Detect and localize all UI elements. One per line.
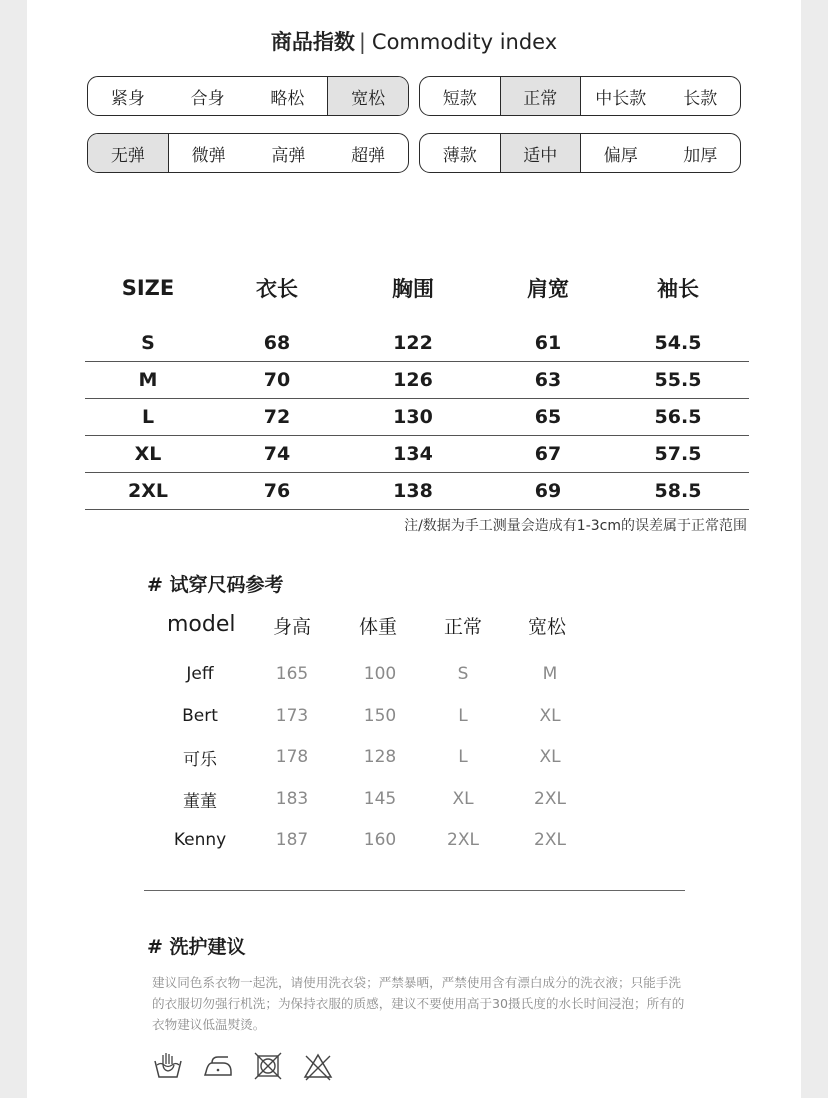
shoulder-cell: 63 bbox=[534, 369, 562, 391]
fit-index-group bbox=[87, 76, 409, 116]
care-title: # 洗护建议 bbox=[147, 936, 246, 958]
size-cell: L bbox=[141, 406, 155, 428]
length-option-long: 长款 bbox=[683, 88, 718, 109]
header-shoulder: 肩宽 bbox=[527, 277, 569, 301]
header-size: SIZE bbox=[121, 276, 175, 300]
care-icons bbox=[152, 1050, 334, 1082]
no-tumble-dry-icon bbox=[252, 1050, 284, 1082]
fit-reference-title: # 试穿尺码参考 bbox=[147, 574, 284, 596]
size-cell: S bbox=[141, 332, 155, 354]
model-weight: 128 bbox=[363, 747, 397, 767]
model-weight: 150 bbox=[363, 706, 397, 726]
section-divider bbox=[144, 890, 685, 891]
elasticity-option-slight: 微弹 bbox=[191, 145, 226, 166]
fit-option-regular: 合身 bbox=[190, 88, 225, 109]
model-size-loose: XL bbox=[539, 706, 561, 726]
sleeve-cell: 57.5 bbox=[654, 443, 702, 465]
length-option-normal-selected: 正常 bbox=[501, 77, 582, 115]
header-sleeve: 袖长 bbox=[657, 277, 699, 301]
table-row bbox=[85, 399, 749, 436]
model-name: Bert bbox=[182, 706, 218, 726]
header-chest: 胸围 bbox=[392, 277, 434, 301]
model-height: 165 bbox=[275, 664, 309, 684]
size-cell: M bbox=[138, 369, 158, 391]
model-height: 187 bbox=[275, 830, 309, 850]
chest-cell: 134 bbox=[393, 443, 433, 465]
hand-wash-icon bbox=[152, 1050, 184, 1082]
fit-header-weight: 体重 bbox=[359, 616, 398, 638]
model-weight: 100 bbox=[363, 664, 397, 684]
elasticity-option-high: 高弹 bbox=[271, 145, 306, 166]
fit-header-model: model bbox=[167, 612, 236, 637]
measurement-note: 注/数据为手工测量会造成有1-3cm的误差属于正常范围 bbox=[404, 518, 747, 534]
size-cell: XL bbox=[134, 443, 162, 465]
model-size-loose: M bbox=[542, 664, 558, 684]
size-table-header bbox=[85, 268, 749, 308]
model-size-normal: L bbox=[458, 706, 468, 726]
title-separator: | bbox=[358, 30, 366, 54]
elasticity-option-super: 超弹 bbox=[351, 145, 386, 166]
length-cell: 70 bbox=[263, 369, 291, 391]
length-cell: 68 bbox=[263, 332, 291, 354]
no-bleach-icon bbox=[302, 1050, 334, 1082]
model-weight: 160 bbox=[363, 830, 397, 850]
fit-option-tight: 紧身 bbox=[110, 88, 145, 109]
list-item bbox=[27, 654, 801, 694]
length-option-mid-long: 中长款 bbox=[595, 88, 647, 109]
thickness-index-group bbox=[419, 133, 741, 173]
sleeve-cell: 55.5 bbox=[654, 369, 702, 391]
fit-header-normal: 正常 bbox=[444, 616, 483, 638]
fit-header-height: 身高 bbox=[273, 616, 312, 638]
title-english: Commodity index bbox=[371, 30, 558, 54]
iron-low-icon bbox=[202, 1050, 234, 1082]
model-size-normal: S bbox=[457, 664, 469, 684]
fit-header-loose: 宽松 bbox=[528, 616, 567, 638]
product-detail-page bbox=[27, 0, 801, 1098]
sleeve-cell: 54.5 bbox=[654, 332, 702, 354]
size-cell: 2XL bbox=[128, 480, 168, 502]
title-chinese: 商品指数 bbox=[270, 30, 355, 54]
model-name: 可乐 bbox=[183, 749, 217, 770]
header-length: 衣长 bbox=[256, 277, 298, 301]
model-size-normal: L bbox=[458, 747, 468, 767]
length-index-group bbox=[419, 76, 741, 116]
shoulder-cell: 69 bbox=[534, 480, 562, 502]
thickness-option-medium-selected: 适中 bbox=[501, 134, 582, 172]
table-row bbox=[85, 325, 749, 362]
chest-cell: 138 bbox=[393, 480, 433, 502]
sleeve-cell: 58.5 bbox=[654, 480, 702, 502]
table-row bbox=[85, 473, 749, 510]
model-size-loose: XL bbox=[539, 747, 561, 767]
fit-option-loose-selected: 宽松 bbox=[327, 77, 408, 115]
chest-cell: 130 bbox=[393, 406, 433, 428]
model-height: 178 bbox=[275, 747, 309, 767]
shoulder-cell: 65 bbox=[534, 406, 562, 428]
table-row bbox=[85, 436, 749, 473]
table-row bbox=[85, 362, 749, 399]
length-cell: 76 bbox=[263, 480, 291, 502]
thickness-option-thin: 薄款 bbox=[420, 134, 501, 172]
elasticity-index-group bbox=[87, 133, 409, 173]
page-title bbox=[27, 26, 801, 56]
list-item bbox=[27, 820, 801, 860]
model-name: 董董 bbox=[183, 791, 217, 812]
shoulder-cell: 61 bbox=[534, 332, 562, 354]
care-instructions: 建议同色系衣物一起洗，请使用洗衣袋；严禁暴晒，严禁使用含有漂白成分的洗衣液；只能手洗的衣服切勿强行机洗；为保持衣服的质感，建议不要使用高于30摄氏度的水长时间浸泡；所有的衣物建议低温熨烫。 bbox=[152, 975, 685, 1032]
chest-cell: 126 bbox=[393, 369, 433, 391]
chest-cell: 122 bbox=[393, 332, 433, 354]
shoulder-cell: 67 bbox=[534, 443, 562, 465]
fit-option-slightly-loose: 略松 bbox=[270, 88, 305, 109]
model-size-normal: 2XL bbox=[447, 830, 479, 850]
list-item bbox=[27, 779, 801, 819]
model-name: Kenny bbox=[173, 830, 227, 850]
model-size-loose: 2XL bbox=[534, 789, 566, 809]
thickness-option-thick: 加厚 bbox=[683, 145, 718, 166]
list-item bbox=[27, 737, 801, 777]
model-size-normal: XL bbox=[452, 789, 474, 809]
list-item bbox=[27, 696, 801, 736]
model-weight: 145 bbox=[363, 789, 397, 809]
model-height: 183 bbox=[275, 789, 309, 809]
size-table bbox=[85, 268, 749, 510]
model-name: Jeff bbox=[186, 664, 214, 684]
length-option-short: 短款 bbox=[420, 77, 501, 115]
thickness-option-thickish: 偏厚 bbox=[603, 145, 638, 166]
length-cell: 74 bbox=[263, 443, 291, 465]
model-height: 173 bbox=[275, 706, 309, 726]
elasticity-option-none-selected: 无弹 bbox=[88, 134, 169, 172]
model-size-loose: 2XL bbox=[534, 830, 566, 850]
length-cell: 72 bbox=[263, 406, 291, 428]
sleeve-cell: 56.5 bbox=[654, 406, 702, 428]
